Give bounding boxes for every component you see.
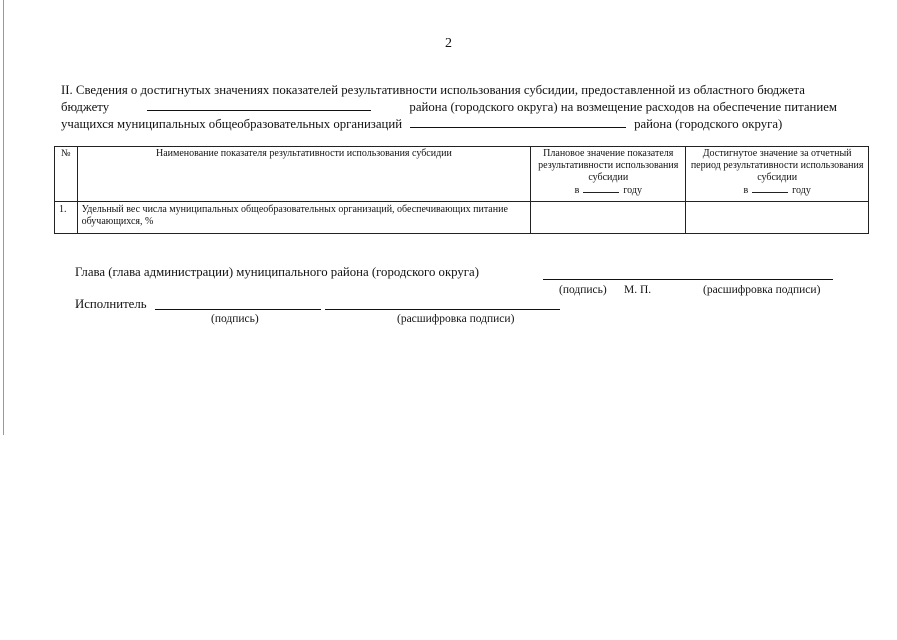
executor-decoding-caption: (расшифровка подписи) <box>397 313 515 325</box>
executor-decoding-line[interactable] <box>325 309 560 310</box>
budget-blank-field[interactable] <box>147 98 371 111</box>
table-header-row <box>55 147 869 202</box>
executor-signature-line[interactable] <box>155 309 321 310</box>
district-blank-field[interactable] <box>410 115 626 128</box>
row-name: Удельный вес числа муниципальных общеобразовательных организаций, обеспечивающих питание обучающихся, % <box>77 202 531 234</box>
head-decoding-caption: (расшифровка подписи) <box>703 284 821 296</box>
year-prefix: в <box>574 185 580 196</box>
head-signature-line[interactable] <box>543 279 833 280</box>
row-planned-value[interactable] <box>531 202 686 234</box>
heading-line-2-start: бюджету <box>61 100 110 114</box>
heading-line-1-text: II. Сведения о достигнутых значениях показателей результативности использования субсидии, предоставленной из областного бюджета <box>61 83 805 97</box>
stamp-caption: М. П. <box>624 284 652 296</box>
page-edge-line <box>3 0 4 435</box>
section-heading <box>61 82 837 132</box>
head-signature-title: Глава (глава администрации) муниципального района (городского округа) <box>75 265 479 279</box>
header-achieved <box>686 147 869 202</box>
header-name: Наименование показателя результативности использования субсидии <box>77 147 531 202</box>
heading-line-3-start: учащихся муниципальных общеобразовательных организаций <box>61 117 403 131</box>
header-achieved-text: Достигнутое значение за отчетный период результативности использования субсидии <box>690 148 864 183</box>
table-row <box>55 202 869 234</box>
planned-year-blank[interactable] <box>583 184 619 193</box>
row-num: 1. <box>55 202 78 234</box>
achieved-year-blank[interactable] <box>752 184 788 193</box>
heading-line-3-end: района (городского округа) <box>634 117 783 131</box>
head-signature-caption: (подпись) <box>559 284 607 296</box>
header-planned-text: Плановое значение показателя результативности использования субсидии <box>538 148 679 183</box>
year-suffix: году <box>623 185 642 196</box>
header-num: № <box>55 147 78 202</box>
year-suffix: году <box>792 185 811 196</box>
heading-line-2 <box>61 98 837 115</box>
heading-line-2-end: района (городского округа) на возмещение расходов на обеспечение питанием <box>409 100 837 114</box>
row-achieved-value[interactable] <box>686 202 869 234</box>
heading-line-3 <box>61 115 837 132</box>
results-table <box>54 146 869 234</box>
executor-signature-caption: (подпись) <box>211 313 259 325</box>
executor-label: Исполнитель <box>75 297 147 311</box>
page-number: 2 <box>445 36 452 51</box>
year-prefix: в <box>743 185 749 196</box>
heading-line-1 <box>61 82 837 98</box>
header-planned <box>531 147 686 202</box>
